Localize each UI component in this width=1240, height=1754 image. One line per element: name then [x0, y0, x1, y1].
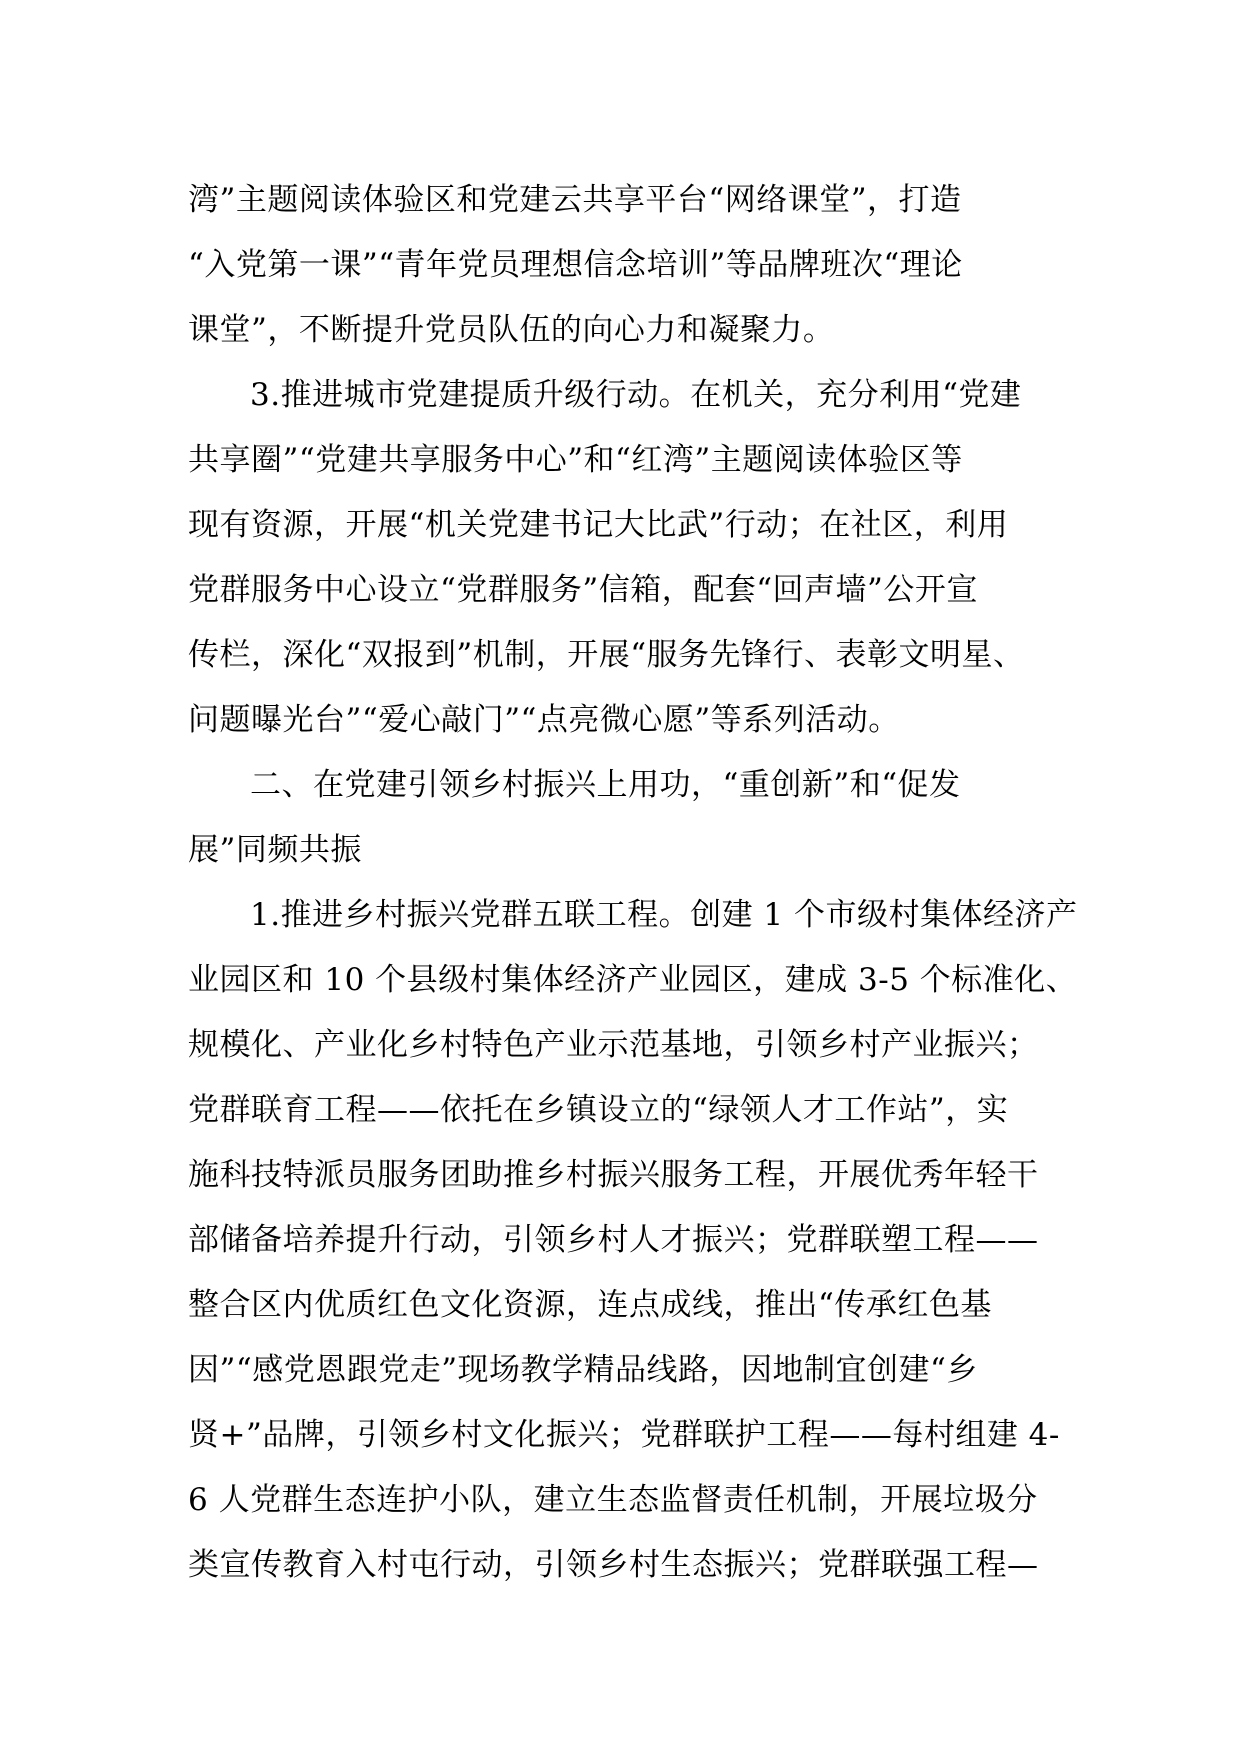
text-line: 6 人党群生态连护小队，建立生态监督责任机制，开展垃圾分 — [188, 1482, 1038, 1518]
text-line: 施科技特派员服务团助推乡村振兴服务工程，开展优秀年轻干 — [188, 1157, 1039, 1193]
paragraph-start-line: 3.推进城市党建提质升级行动。在机关，充分利用“党建 — [250, 377, 1022, 413]
text-line: 规模化、产业化乡村特色产业示范基地，引领乡村产业振兴； — [188, 1027, 1039, 1063]
text-line: 因”“感党恩跟党走”现场教学精品线路，因地制宜创建“乡 — [188, 1352, 978, 1388]
text-line: 共享圈”“党建共享服务中心”和“红湾”主题阅读体验区等 — [188, 442, 963, 478]
section-heading-line: 二、在党建引领乡村振兴上用功，“重创新”和“促发 — [250, 767, 961, 803]
text-line: 党群服务中心设立“党群服务”信箱，配套“回声墙”公开宣 — [188, 572, 978, 608]
text-line: 部储备培养提升行动，引领乡村人才振兴；党群联塑工程—— — [188, 1222, 1039, 1258]
text-line: 类宣传教育入村屯行动，引领乡村生态振兴；党群联强工程— — [188, 1547, 1039, 1583]
text-line: 问题曝光台”“爱心敲门”“点亮微心愿”等系列活动。 — [188, 702, 900, 738]
text-line: “入党第一课”“青年党员理想信念培训”等品牌班次“理论 — [188, 247, 963, 283]
text-line: 贤+”品牌，引领乡村文化振兴；党群联护工程——每村组建 4- — [188, 1417, 1060, 1453]
text-line: 业园区和 10 个县级村集体经济产业园区，建成 3-5 个标准化、 — [188, 962, 1078, 998]
text-line: 整合区内优质红色文化资源，连点成线，推出“传承红色基 — [188, 1287, 992, 1323]
text-line: 现有资源，开展“机关党建书记大比武”行动；在社区，利用 — [188, 507, 1009, 543]
text-line: 课堂”，不断提升党员队伍的向心力和凝聚力。 — [188, 312, 835, 348]
document-body — [188, 168, 1078, 1598]
text-line: 湾”主题阅读体验区和党建云共享平台“网络课堂”，打造 — [188, 182, 962, 218]
section-heading-line: 展”同频共振 — [188, 832, 362, 868]
paragraph-start-line: 1.推进乡村振兴党群五联工程。创建 1 个市级村集体经济产 — [250, 897, 1078, 933]
text-line: 党群联育工程——依托在乡镇设立的“绿领人才工作站”，实 — [188, 1092, 1009, 1128]
text-line: 传栏，深化“双报到”机制，开展“服务先锋行、表彰文明星、 — [188, 637, 1025, 673]
